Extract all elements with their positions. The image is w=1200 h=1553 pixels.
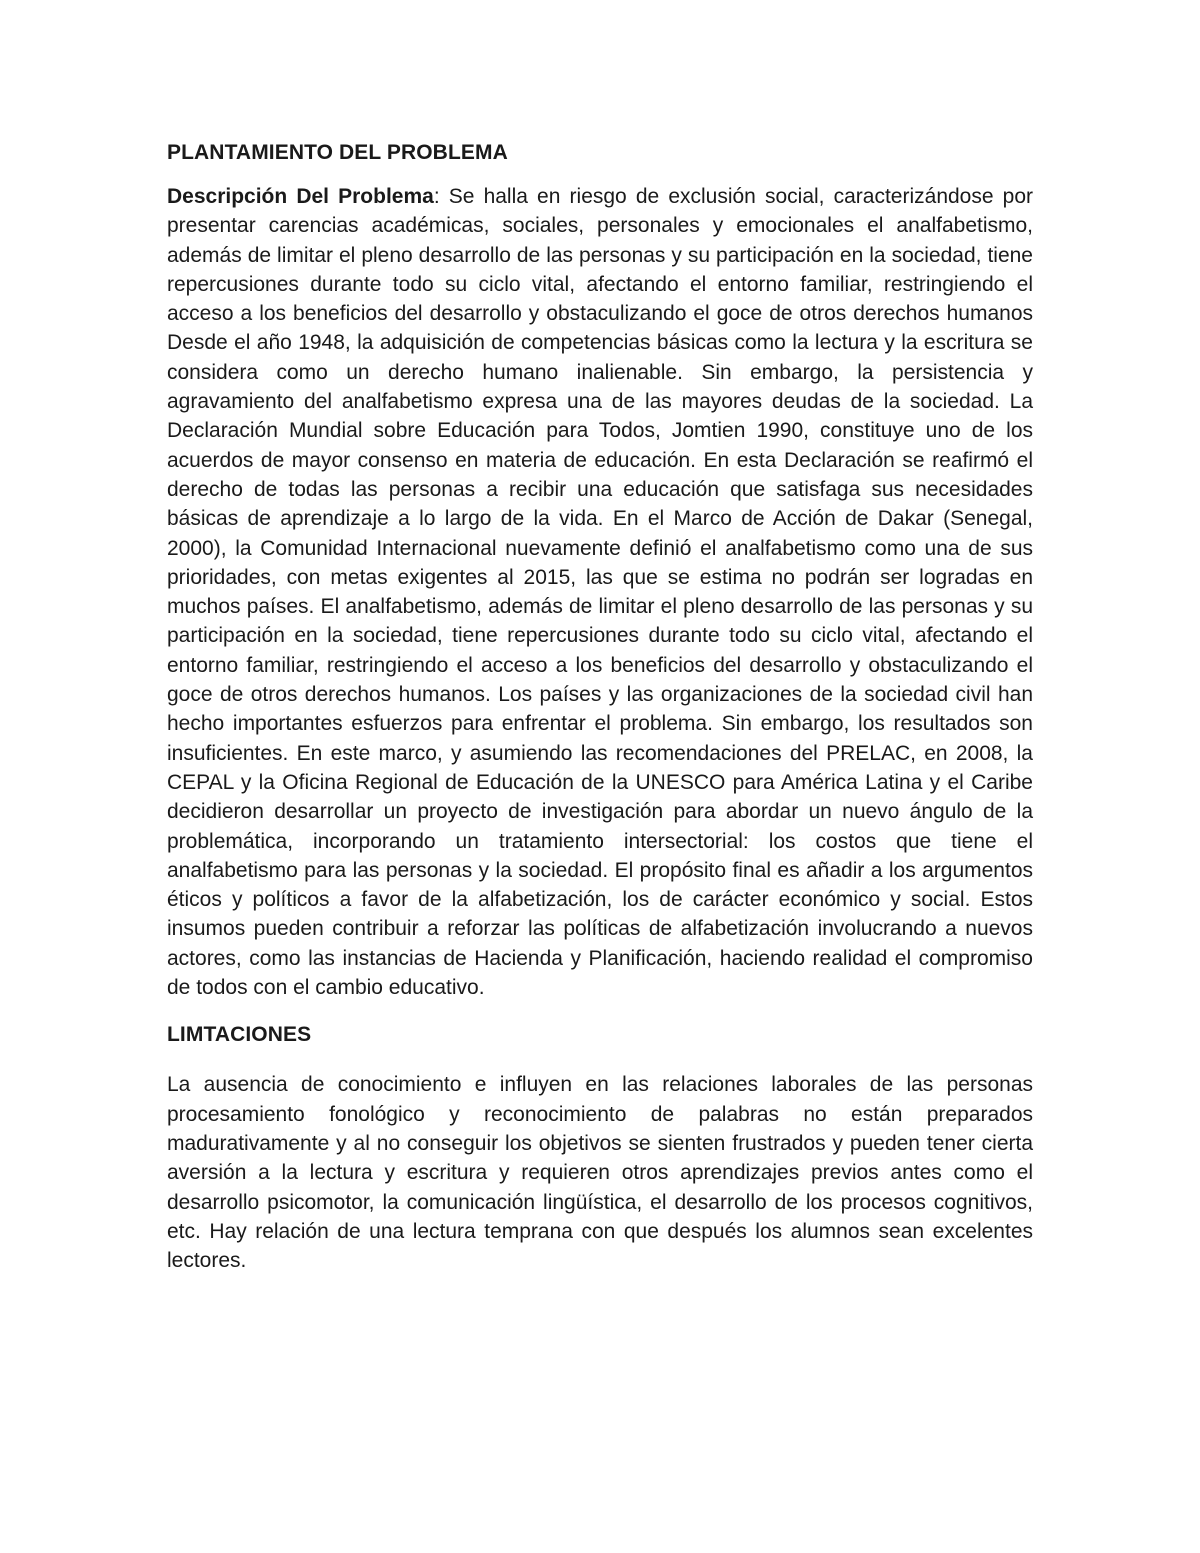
problem-description-paragraph (167, 182, 1033, 1002)
section-title-planteamiento: PLANTAMIENTO DEL PROBLEMA (167, 141, 508, 164)
limitations-paragraph: La ausencia de conocimiento e influyen en las relaciones laborales de las personas procesamiento fonológico y reconocimiento de palabras no están preparados madurativamente y al no conseguir los objetivos se sienten frustrados y pueden tener cierta aversión a la lectura y escritura y requieren otros aprendizajes previos antes como el desarrollo psicomotor, la comunicación lingüística, el desarrollo de los procesos cognitivos, etc. Hay relación de una lectura temprana con que después los alumnos sean excelentes lectores. (167, 1073, 1033, 1273)
document-page (167, 138, 1033, 1275)
problem-description-label: Descripción Del Problema (167, 185, 434, 208)
section-title-limitaciones: LIMTACIONES (167, 1023, 312, 1047)
problem-description-text: : Se halla en riesgo de exclusión social, caracterizándose por presentar carencias académicas, sociales, personales y emocionales el analfabetismo, además de limitar el pleno desarrollo de las personas y su participación en la sociedad, tiene repercusiones durante todo su ciclo vital, afectando el entorno familiar, restringiendo el acceso a los beneficios del desarrollo y obstaculizando el goce de otros derechos humanos Desde el año 1948, la adquisición de competencias básicas como la lectura y la escritura se considera como un derecho humano inalienable. Sin embargo, la persistencia y agravamiento del analfabetismo expresa una de las mayores deudas de la sociedad. La Declaración Mundial sobre Educación para Todos, Jomtien 1990, constituye uno de los acuerdos de mayor consenso en materia de educación. En esta Declaración se reafirmó el derecho de todas las personas a recibir una educación que satisfaga sus necesidades básicas de aprendizaje a lo largo de la vida. En el Marco de Acción de Dakar (Senegal, 2000), la Comunidad Internacional nuevamente definió el analfabetismo como una de sus prioridades, con metas exigentes al 2015, las que se estima no podrán ser logradas en muchos países. El analfabetismo, además de limitar el pleno desarrollo de las personas y su participación en la sociedad, tiene repercusiones durante todo su ciclo vital, afectando el entorno familiar, restringiendo el acceso a los beneficios del desarrollo y obstaculizando el goce de otros derechos humanos. Los países y las organizaciones de la sociedad civil han hecho importantes esfuerzos para enfrentar el problema. Sin embargo, los resultados son insuficientes. En este marco, y asumiendo las recomendaciones del PRELAC, en 2008, la CEPAL y la Oficina Regional de Educación de la UNESCO para América Latina y el Caribe decidieron desarrollar un proyecto de investigación para abordar un nuevo ángulo de la problemática, incorporando un tratamiento intersectorial: los costos que tiene el analfabetismo para las personas y la sociedad. El propósito final es añadir a los argumentos éticos y políticos a favor de la alfabetización, los de carácter económico y social. Estos insumos pueden contribuir a reforzar las políticas de alfabetización involucrando a nuevos actores, como las instancias de Hacienda y Planificación, haciendo realidad el compromiso de todos con el cambio educativo. (167, 185, 1034, 1000)
